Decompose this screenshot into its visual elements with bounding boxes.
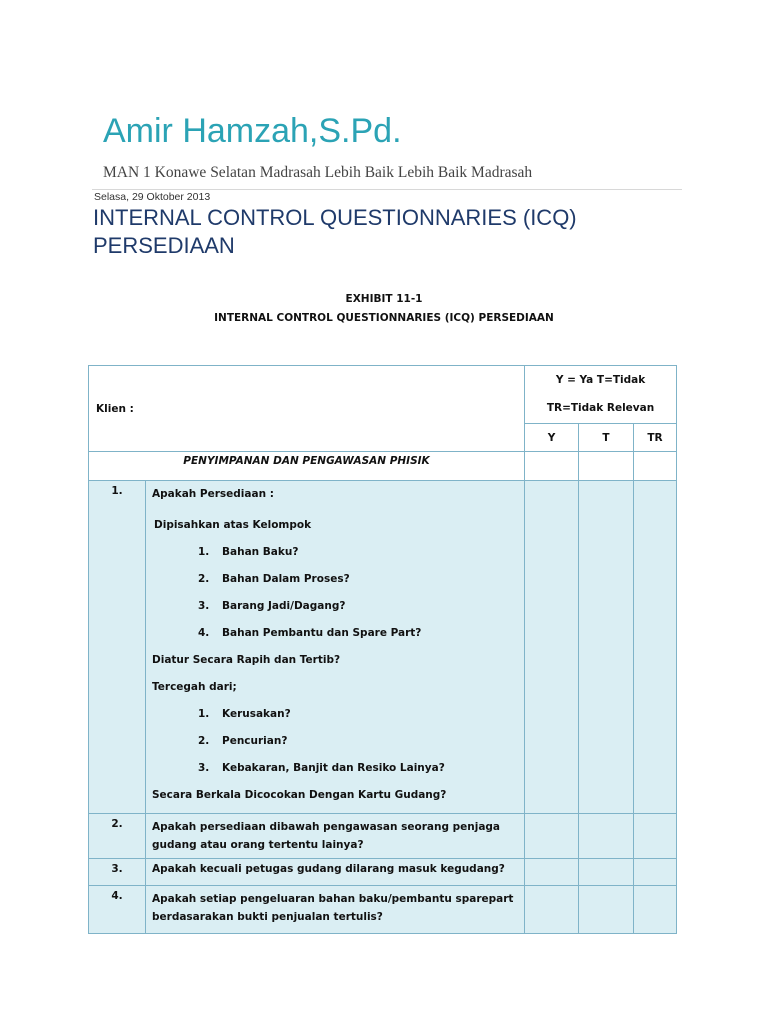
list-item: 1. Kerusakan? xyxy=(198,708,291,720)
question-number: 1. xyxy=(89,481,146,814)
answer-cell-t[interactable] xyxy=(579,481,634,814)
answer-cell-tr[interactable] xyxy=(634,814,677,859)
question-text: Apakah kecuali petugas gudang dilarang masuk kegudang? xyxy=(146,859,525,886)
icq-table xyxy=(88,365,677,934)
question-line: Apakah setiap pengeluaran bahan baku/pembantu sparepart xyxy=(152,893,514,905)
client-field[interactable] xyxy=(89,366,525,452)
list-item: 2. Pencurian? xyxy=(198,735,288,747)
answer-cell-y[interactable] xyxy=(525,481,579,814)
list-item: 1. Bahan Baku? xyxy=(198,546,299,558)
exhibit-title: INTERNAL CONTROL QUESTIONNARIES (ICQ) PERSEDIAAN xyxy=(214,312,554,324)
answer-legend xyxy=(525,366,677,424)
answer-cell-y[interactable] xyxy=(525,859,579,886)
question-lead: Apakah Persediaan : xyxy=(152,488,274,500)
answer-cell-t[interactable] xyxy=(579,859,634,886)
list-item: 4. Bahan Pembantu dan Spare Part? xyxy=(198,627,422,639)
question-number: 4. xyxy=(89,886,146,934)
legend-line-2: TR=Tidak Relevan xyxy=(546,402,655,414)
question-text xyxy=(146,814,525,859)
post-date: Selasa, 29 Oktober 2013 xyxy=(94,191,211,203)
header-divider xyxy=(92,189,682,190)
question-subhead: Tercegah dari; xyxy=(152,681,237,693)
question-number: 3. xyxy=(89,859,146,886)
answer-cell-tr[interactable] xyxy=(634,481,677,814)
column-header-tr: TR xyxy=(634,424,677,452)
question-number: 2. xyxy=(89,814,146,859)
legend-line-1: Y = Ya T=Tidak xyxy=(555,374,646,386)
question-subhead: Dipisahkan atas Kelompok xyxy=(154,519,312,531)
question-subhead: Secara Berkala Dicocokan Dengan Kartu Gudang? xyxy=(152,789,447,801)
question-subhead: Diatur Secara Rapih dan Tertib? xyxy=(152,654,341,666)
question-line: gudang atau orang tertentu lainya? xyxy=(152,839,364,851)
blog-title[interactable]: Amir Hamzah,S.Pd. xyxy=(103,112,402,150)
answer-cell-tr[interactable] xyxy=(634,452,677,481)
answer-cell-t[interactable] xyxy=(579,886,634,934)
question-text xyxy=(146,886,525,934)
question-text xyxy=(146,481,525,814)
exhibit-number: EXHIBIT 11-1 xyxy=(345,293,423,305)
client-label: Klien : xyxy=(96,402,134,415)
post-title[interactable]: INTERNAL CONTROL QUESTIONNARIES (ICQ) PERSEDIAAN xyxy=(93,205,577,258)
answer-cell-y[interactable] xyxy=(525,886,579,934)
answer-cell-t[interactable] xyxy=(579,452,634,481)
list-item: 2. Bahan Dalam Proses? xyxy=(198,573,350,585)
question-line: Apakah persediaan dibawah pengawasan seorang penjaga xyxy=(152,821,501,833)
answer-cell-tr[interactable] xyxy=(634,886,677,934)
list-item: 3. Barang Jadi/Dagang? xyxy=(198,600,346,612)
answer-cell-t[interactable] xyxy=(579,814,634,859)
answer-cell-y[interactable] xyxy=(525,452,579,481)
column-header-y: Y xyxy=(525,424,579,452)
section-title: PENYIMPANAN DAN PENGAWASAN PHISIK xyxy=(89,452,525,481)
question-line: berdasarakan bukti penjualan tertulis? xyxy=(152,911,383,923)
answer-cell-tr[interactable] xyxy=(634,859,677,886)
column-header-t: T xyxy=(579,424,634,452)
blog-description: MAN 1 Konawe Selatan Madrasah Lebih Baik Lebih Baik Madrasah xyxy=(103,164,533,181)
answer-cell-y[interactable] xyxy=(525,814,579,859)
list-item: 3. Kebakaran, Banjit dan Resiko Lainya? xyxy=(198,762,445,774)
